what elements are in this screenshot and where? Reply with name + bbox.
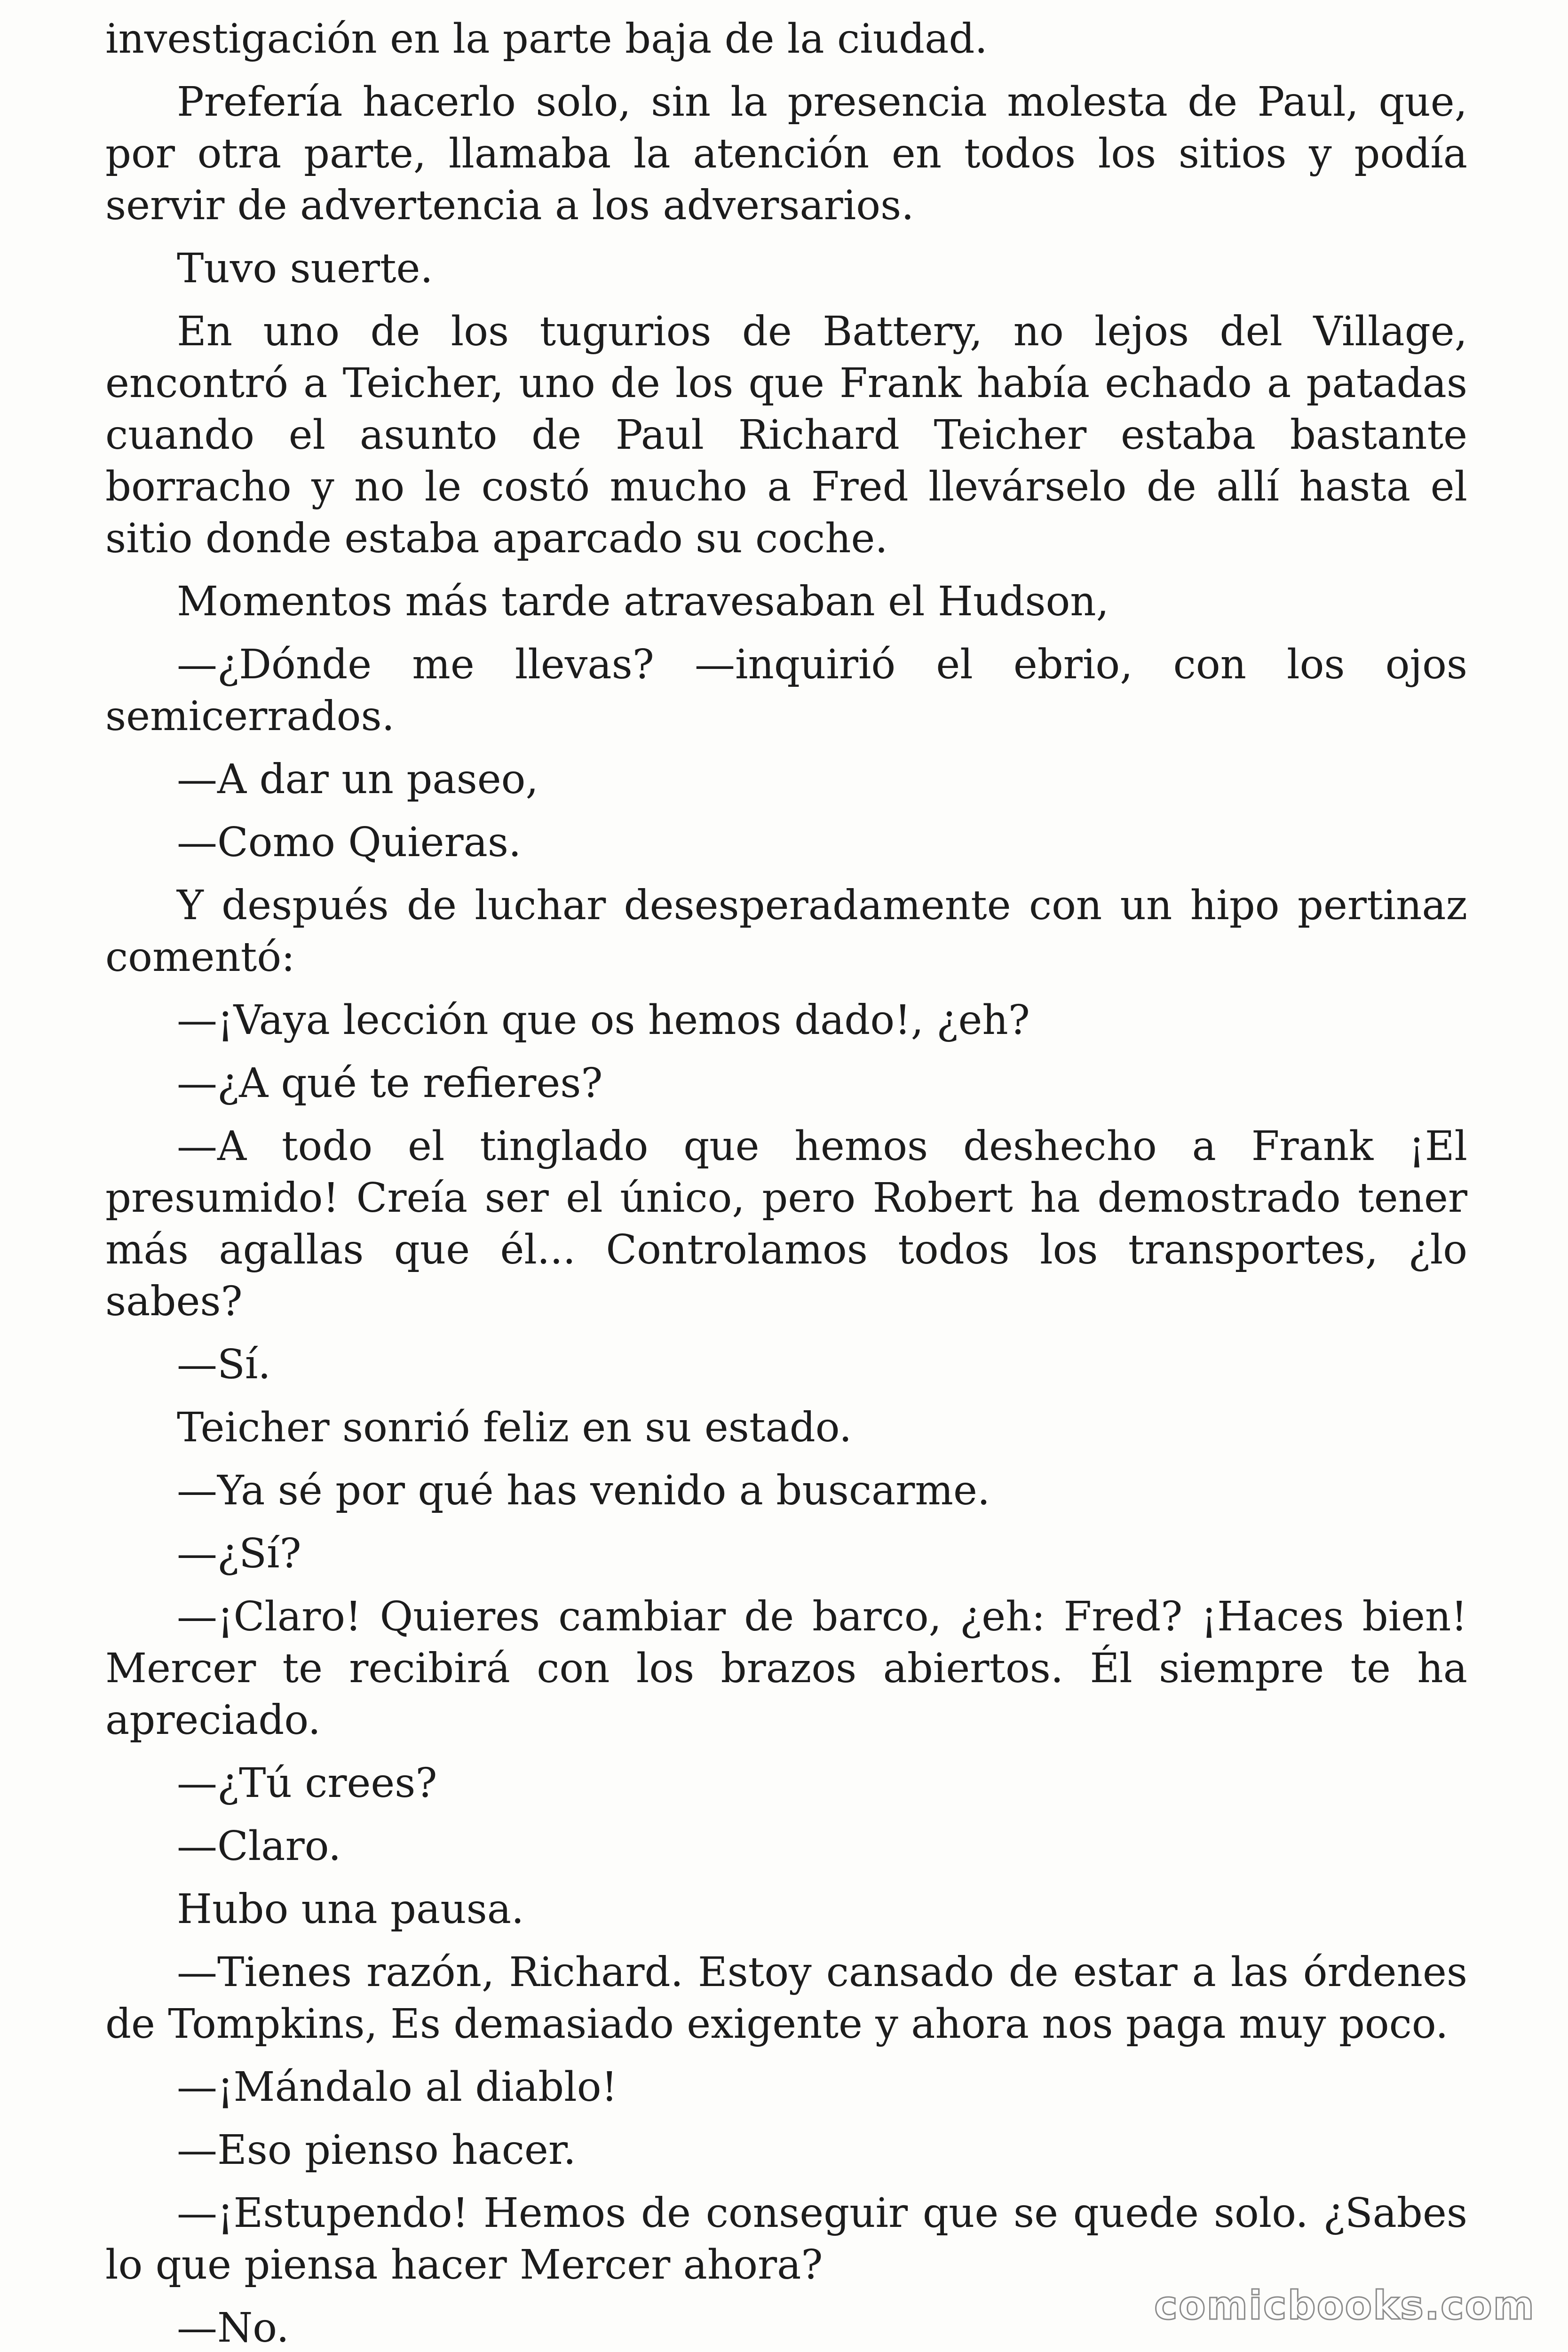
dialogue-line: —Como Quieras. xyxy=(177,819,522,866)
book-page xyxy=(105,13,1467,2352)
dialogue-line: —¡Mándalo al diablo! xyxy=(177,2064,618,2111)
dialogue-line: —Ya sé por qué has venido a buscarme. xyxy=(177,1467,990,1514)
dialogue-line: —¡Estupendo! Hemos de conseguir que se quede solo. ¿Sabes lo que piensa hacer Mercer ahora? xyxy=(105,2190,1467,2288)
dialogue-line: —A dar un paseo, xyxy=(177,756,539,803)
paragraph: Hubo una pausa. xyxy=(177,1886,524,1933)
dialogue-line: —¡Vaya lección que os hemos dado!, ¿eh? xyxy=(177,997,1030,1044)
dialogue-line: —Claro. xyxy=(177,1823,341,1870)
dialogue-line: —No. xyxy=(177,2304,289,2352)
paragraph: Y después de luchar desesperadamente con un hipo pertinaz comentó: xyxy=(105,882,1467,981)
paragraph: Teicher sonrió feliz en su estado. xyxy=(177,1404,852,1451)
paragraph: Tuvo suerte. xyxy=(177,245,433,292)
paragraph: En uno de los tugurios de Battery, no lejos del Village, encontró a Teicher, uno de los que Frank había echado a patadas cuando el asunto de Paul Richard Teicher estaba bastante borracho y no le costó mucho a Fred llevárselo de allí hasta el sitio donde estaba aparcado su coche. xyxy=(105,308,1467,562)
dialogue-line: —A todo el tinglado que hemos deshecho a Frank ¡El presumido! Creía ser el único, pero Robert ha demostrado tener más agallas que él... Controlamos todos los transportes, ¿lo sabes? xyxy=(105,1123,1467,1325)
paragraph-continuation: investigación en la parte baja de la ciudad. xyxy=(105,16,988,63)
paragraph: Momentos más tarde atravesaban el Hudson, xyxy=(177,578,1109,625)
dialogue-line: —¿Tú crees? xyxy=(177,1760,437,1807)
dialogue-line: —¿Dónde me llevas? —inquirió el ebrio, con los ojos semicerrados. xyxy=(105,641,1467,740)
dialogue-line: —Tienes razón, Richard. Estoy cansado de estar a las órdenes de Tompkins, Es demasiado exigente y ahora nos paga muy poco. xyxy=(105,1949,1467,2048)
dialogue-line: —¿A qué te refieres? xyxy=(177,1060,603,1107)
watermark-logo: comicbooks.com xyxy=(1154,2282,1535,2328)
dialogue-line: —Sí. xyxy=(177,1341,271,1388)
paragraph: Prefería hacerlo solo, sin la presencia molesta de Paul, que, por otra parte, llamaba la atención en todos los sitios y podía servir de advertencia a los adversarios. xyxy=(105,79,1467,229)
dialogue-line: —Eso pienso hacer. xyxy=(177,2127,576,2174)
dialogue-line: —¡Claro! Quieres cambiar de barco, ¿eh: Fred? ¡Haces bien! Mercer te recibirá con los brazos abiertos. Él siempre te ha apreciado. xyxy=(105,1593,1467,1744)
dialogue-line: —¿Sí? xyxy=(177,1530,301,1577)
